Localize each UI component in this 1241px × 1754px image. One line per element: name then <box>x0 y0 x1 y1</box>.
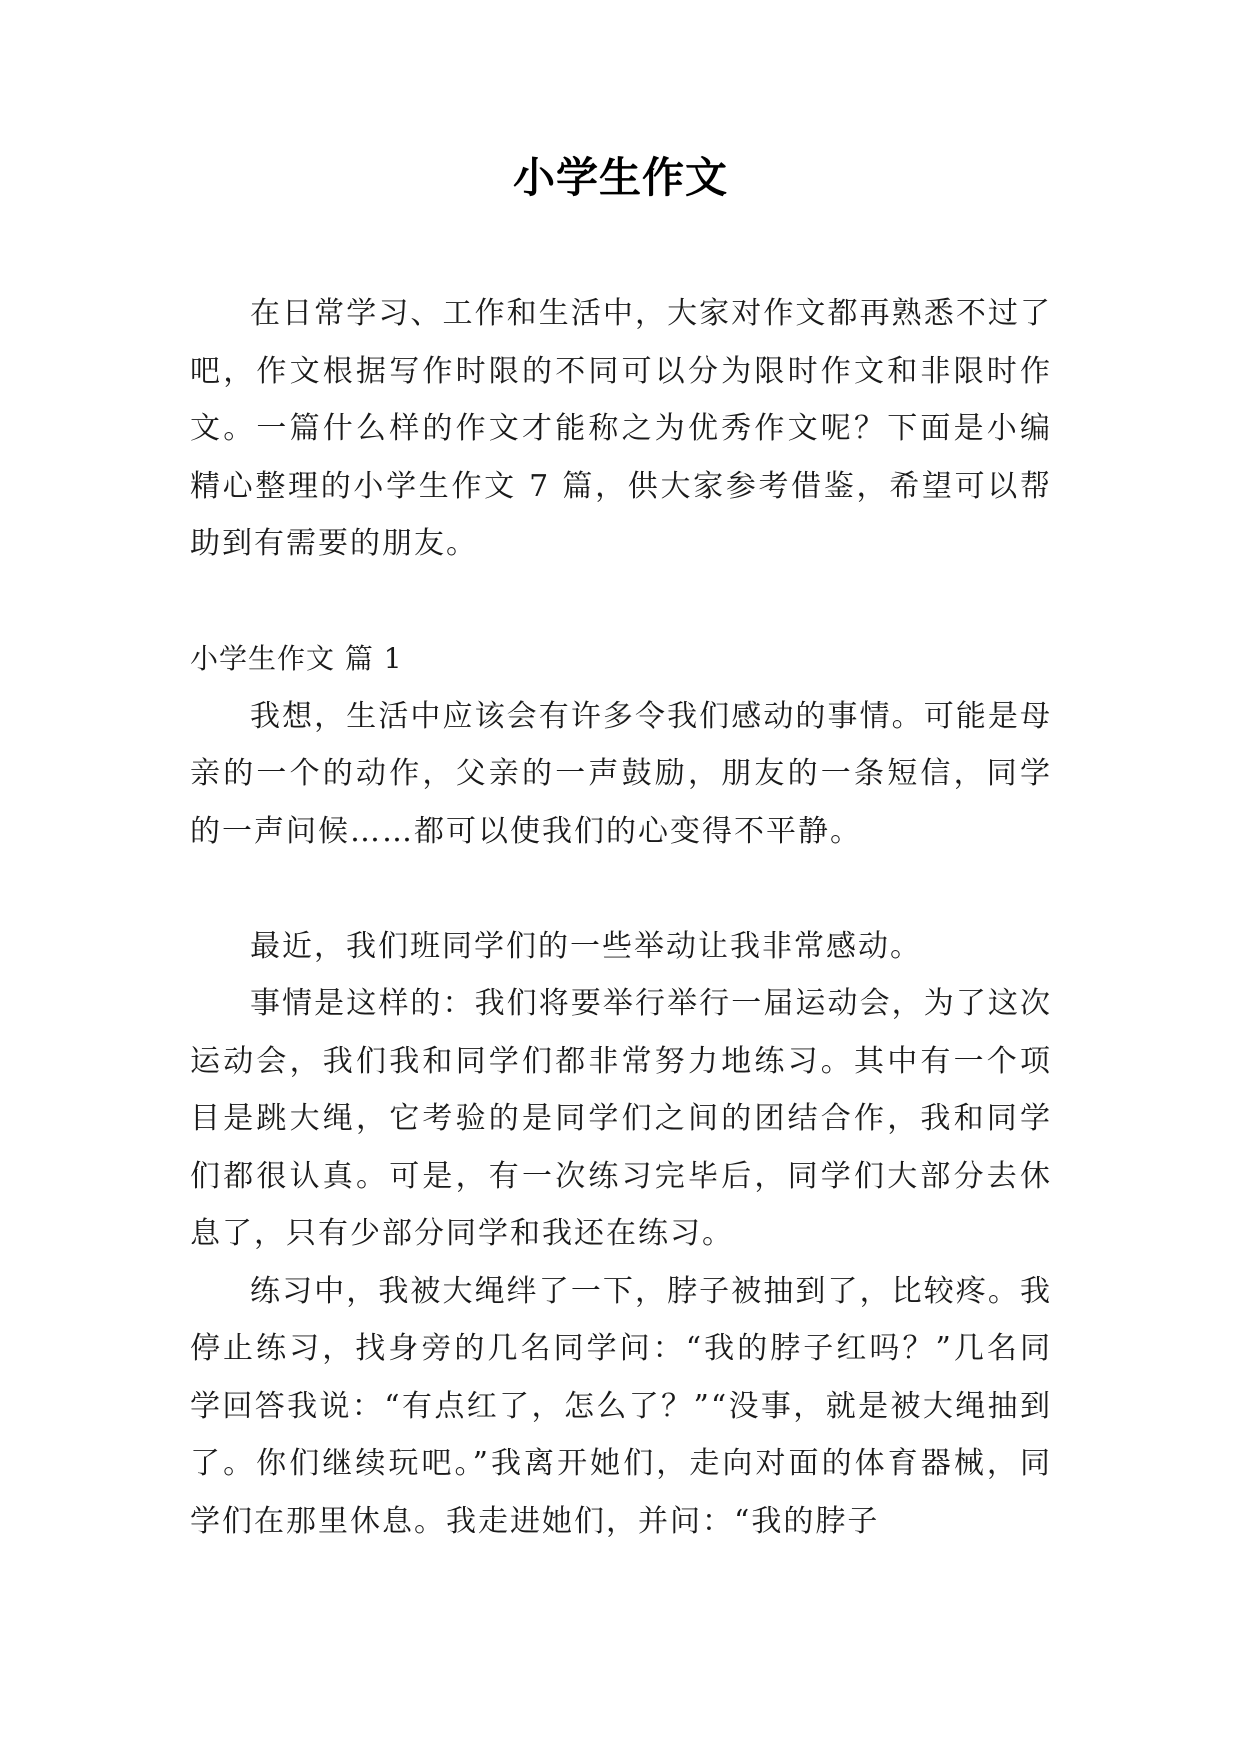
document-body <box>190 285 1052 1550</box>
paragraph-4: 练习中，我被大绳绊了一下，脖子被抽到了，比较疼。我停止练习，找身旁的几名同学问：“我的脖子红吗？”几名同学回答我说：“有点红了，怎么了？”“没事，就是被大绳抽到了。你们继续玩吧。”我离开她们，走向对面的体育器械，同学们在那里休息。我走进她们，并问：“我的脖子 <box>190 1273 1052 1539</box>
section-heading: 小学生作文 篇 1 <box>190 642 403 675</box>
document-title: 小学生作文 <box>512 153 728 202</box>
paragraph-3: 事情是这样的：我们将要举行举行一届运动会，为了这次运动会，我们我和同学们都非常努力地练习。其中有一个项目是跳大绳，它考验的是同学们之间的团结合作，我和同学们都很认真。可是，有一次练习完毕后，同学们大部分去休息了，只有少部分同学和我还在练习。 <box>190 986 1052 1251</box>
paragraph-2: 最近，我们班同学们的一些举动让我非常感动。 <box>250 928 922 964</box>
paragraph-1: 我想，生活中应该会有许多令我们感动的事情。可能是母亲的一个的动作，父亲的一声鼓励，朋友的一条短信，同学的一声问候……都可以使我们的心变得不平静。 <box>190 698 1052 849</box>
intro-paragraph: 在日常学习、工作和生活中，大家对作文都再熟悉不过了吧，作文根据写作时限的不同可以分为限时作文和非限时作文。一篇什么样的作文才能称之为优秀作文呢？下面是小编精心整理的小学生作文 7 篇，供大家参考借鉴，希望可以帮助到有需要的朋友。 <box>190 296 1052 561</box>
